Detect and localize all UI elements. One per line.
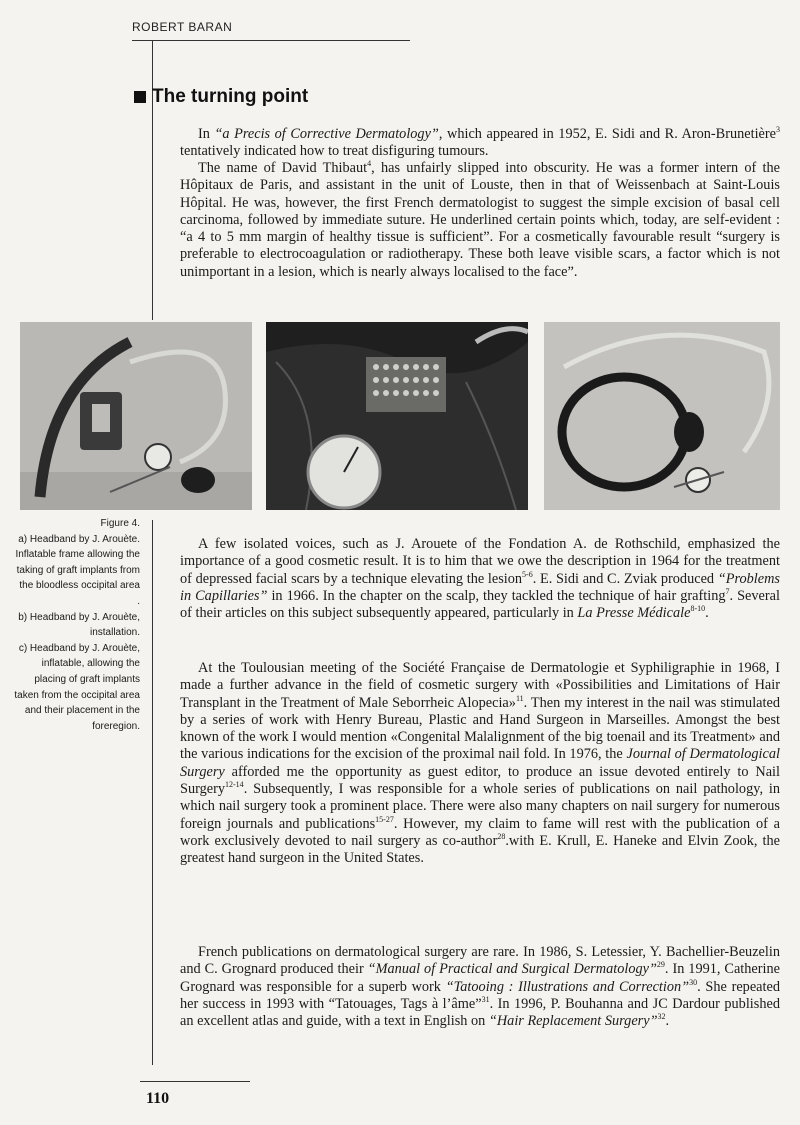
paragraph-4: At the Toulousian meeting of the Société Française de Dermatologie et Syphiligraphie in 1968, I made a further advance in the field of cosmetic surgery with «Possibilities and Limitations of Hair Transplant in the Treatment of Male Seborrheic Alopecia»$^{11}$. Then my interest in the nail was stimulated by a series of work with Henry Bureau, Plastic and Hand Surgeon in Marseilles. Amongst the best known of the work I would mention «Congenital Malalignment of the big toenail and its Treatment» and the various indications for the excision of the proximal nail fold. In 1976, the Journal of Dermatological Surgery afforded me the opportunity as guest editor, to produce an issue devoted entirely to Nail Surgery$^{12-14}$. Subsequently, I was responsible for a whole series of publications on nail pathology, in which nail surgery took a prominent place. There were also many chapters on nail surgery for numerous foreign journals and publications$^{15-27}$. However, my claim to fame will rest with the publication of a work exclusively devoted to nail surgery as co-author$^{28}$.with E. Krull, E. Haneke and Elvin Zook, the greatest hand surgeon in the United States. [180, 660, 781, 867]
page-number: 110 [146, 1090, 170, 1107]
section-heading [134, 86, 308, 108]
figure-4b-photo [266, 322, 528, 510]
header-rule [132, 40, 410, 41]
margin-rule-bottom [152, 520, 153, 1065]
paragraph-3: A few isolated voices, such as J. Arouete of the Fondation A. de Rothschild, emphasized the importance of a good cosmetic result. It is to him that we owe the description in 1964 for the treatment of depressed facial scars by a technique elevating the lesion$^{5-6}$. E. Sidi and C. Zviak produced “Problems in Capillaries” in 1966. In the chapter on the scalp, they tackled the technique of hair grafting$^7$. Several of their articles on this subject subsequently appeared, particularly in La Presse Médicale$^{8-10}$. [180, 536, 780, 622]
paragraph-2: The name of David Thibaut$^4$, has unfairly slipped into obscurity. He was a former intern of the Hôpitaux de Paris, and assistant in the unit of Louste, then in that of Weissenbach at Saint-Louis Hôpital. He was, however, the first French dermatologist to suggest the simple excision of basal cell carcinoma, followed by immediate suture. He underlined certain points which, today, are self-evident : “a 4 to 5 mm margin of healthy tissue is sufficient”. For a cosmetically favourable result “surgery is preferable to electrocoagulation or radiotherapy. These both leave visible scars, a factor which is not unimportant in a lesion, which is nearly always localised to the face”. [180, 159, 781, 280]
figure-caption-c: c) Headband by J. Arouète, inflatable, allowing the placing of graft implants taken from the occipital area and their placement in the foreregion. [14, 642, 140, 732]
figure-caption-title: Figure 4. [100, 518, 140, 529]
figure-4c-photo [544, 322, 780, 510]
paragraph-1: In “a Precis of Corrective Dermatology”, which appeared in 1952, E. Sidi and R. Aron-Brunetière$^3$ tentatively indicated how to treat disfiguring tumours. [180, 125, 781, 160]
margin-rule-top [152, 40, 153, 320]
figure-caption-a: a) Headband by J. Arouète. Inflatable frame allowing the taking of graft implants from the bloodless occipital area . [15, 533, 140, 607]
footer-rule [140, 1081, 250, 1082]
square-bullet-icon [134, 91, 146, 103]
figure-4a-photo [20, 322, 252, 510]
paragraph-5: French publications on dermatological surgery are rare. In 1986, S. Letessier, Y. Bachellier-Beuzelin and C. Grognard produced their “Manual of Practical and Surgical Dermatology”$^{29}$. In 1991, Catherine Grognard was responsible for a superb work “Tatooing : Illustrations and Correction”$^{30}$. She repeated her success in 1993 with “Tatouages, Tags à l’âme”$^{31}$. In 1996, P. Bouhanna and JC Dardour published an excellent atlas and guide, with a text in English on “Hair Replacement Surgery”$^{32}$. [180, 944, 780, 1030]
section-title: The turning point [152, 86, 309, 107]
figure-caption [14, 516, 140, 734]
figure-caption-b: b) Headband by J. Arouète, installation. [18, 611, 140, 639]
running-header-author: ROBERT BARAN [132, 20, 233, 34]
